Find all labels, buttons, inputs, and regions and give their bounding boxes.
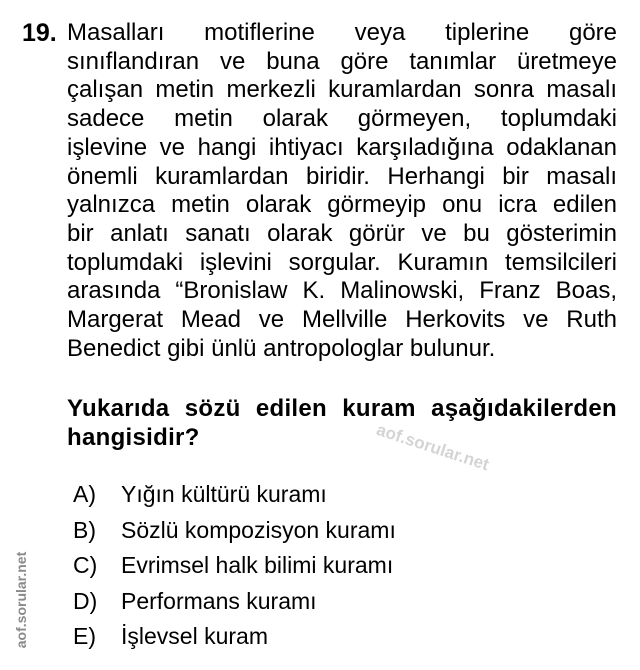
option-letter: A) xyxy=(73,481,96,507)
side-watermark: aof.sorular.net xyxy=(13,551,29,649)
option-c[interactable] xyxy=(73,547,396,583)
option-text: Yığın kültürü kuramı xyxy=(121,481,327,507)
body-line: yalnızca metin olarak görmeyip onu icra edilen xyxy=(67,191,617,219)
body-line: sınıflandıran ve buna göre tanımlar üretmeye xyxy=(67,47,617,75)
body-line: işlevine ve hangi ihtiyacı karşıladığına odaklanan xyxy=(67,133,617,161)
option-d[interactable] xyxy=(73,583,396,619)
option-letter: B) xyxy=(73,516,96,543)
body-line: Margerat Mead ve Mellville Herkovits ve Ruth xyxy=(67,306,617,334)
body-line: Benedict gibi ünlü antropologlar bulunur. xyxy=(67,334,496,362)
body-line: toplumdaki işlevini sorgular. Kuramın temsilcileri xyxy=(67,248,617,276)
body-line: arasında “Bronislaw K. Malinowski, Franz Boas, xyxy=(67,277,617,305)
question-number: 19. xyxy=(22,19,57,47)
question-body xyxy=(67,19,617,363)
option-b[interactable] xyxy=(73,512,396,548)
option-text: Evrimsel halk bilimi kuramı xyxy=(121,552,394,578)
body-line: bir anlatı sanatı olarak görür ve bu gösterimin xyxy=(67,219,617,247)
option-text: Performans kuramı xyxy=(121,587,317,614)
option-text: Sözlü kompozisyon kuramı xyxy=(121,516,396,543)
option-text: İşlevsel kuram xyxy=(121,623,268,649)
prompt-line: hangisidir? xyxy=(67,424,200,451)
option-letter: E) xyxy=(73,623,96,649)
option-a[interactable] xyxy=(73,476,396,512)
option-e[interactable] xyxy=(73,618,396,654)
answer-options xyxy=(73,476,396,654)
body-line: önemli kuramlardan biridir. Herhangi bir masalı xyxy=(67,162,617,190)
body-line: sadece metin olarak görmeyen, toplumdaki xyxy=(67,105,617,133)
option-letter: D) xyxy=(73,587,98,614)
body-line: çalışan metin merkezli kuramlardan sonra masalı xyxy=(67,76,617,104)
body-line: Masalları motiflerine veya tiplerine göre xyxy=(67,19,617,46)
question-prompt xyxy=(67,394,617,452)
option-letter: C) xyxy=(73,552,98,578)
prompt-line: Yukarıda sözü edilen kuram aşağıdakilerden xyxy=(67,395,617,422)
diagonal-watermark: aof.sorular.net xyxy=(374,420,492,475)
